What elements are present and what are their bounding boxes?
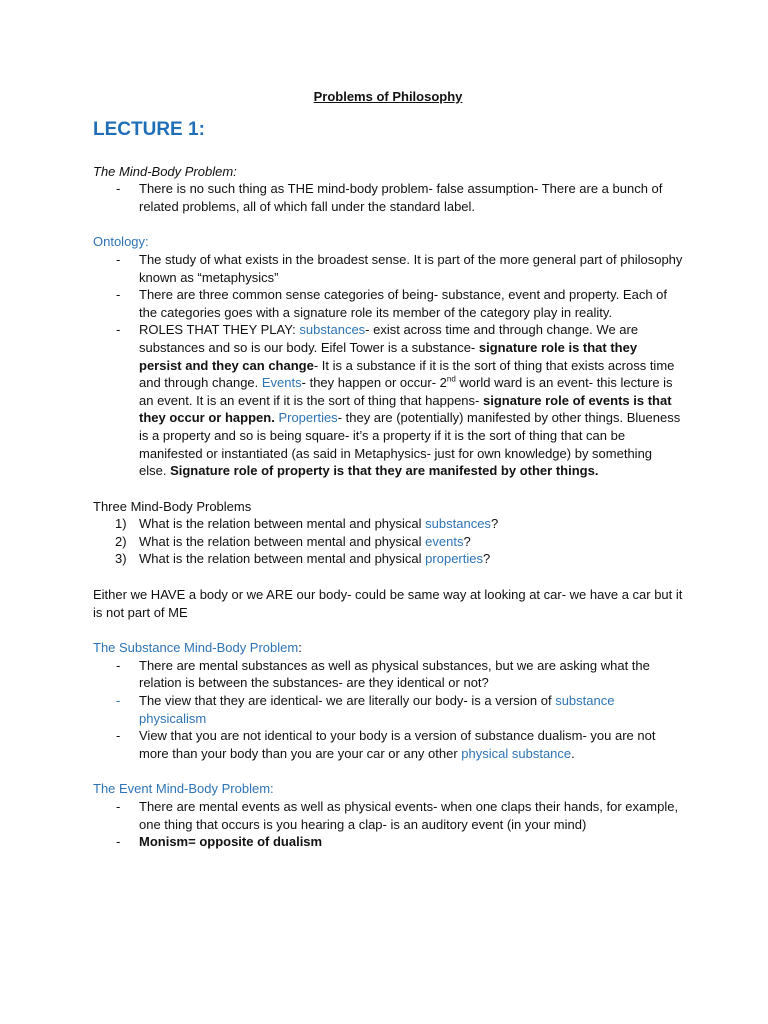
substance-signature: signature role is that they persist and they can change — [139, 339, 638, 373]
list-item: - There is no such thing as THE mind-body problem- false assumption- There are a bunch of related problems, all of which fall under the standard label. — [93, 180, 683, 215]
lecture-heading: LECTURE 1: — [93, 118, 205, 140]
roles-text: ROLES THAT THEY PLAY: — [139, 322, 300, 338]
list-item — [93, 727, 683, 762]
event-signature: signature role of events is that they occur or happen. — [139, 392, 672, 426]
list-item — [93, 533, 683, 551]
document-page — [93, 88, 683, 869]
item-end: ? — [482, 551, 491, 567]
substance-problem-heading — [93, 639, 683, 657]
list-item: - There are three common sense categories of being- substance, event and property. Each of the categories goes with a signature role its member of the category play in reality. — [93, 286, 683, 321]
item-key-term: events — [425, 533, 464, 549]
event-problem-heading: The Event Mind-Body Problem: — [93, 781, 274, 797]
body-paragraph: Either we HAVE a body or we ARE our body- could be same way at looking at car- we have a car but it is not part of ME — [93, 587, 683, 620]
list-item — [93, 833, 683, 851]
three-problems-list — [93, 515, 683, 568]
item-text: What is the relation between mental and physical — [139, 533, 426, 549]
list-number: 3) — [115, 551, 127, 567]
ontology-heading: Ontology: — [93, 234, 149, 250]
properties-term: Properties — [278, 410, 338, 426]
events-term: Events — [261, 375, 302, 391]
substance-problem-list — [93, 657, 683, 763]
event-problem-list — [93, 798, 683, 851]
monism-definition: Monism= opposite of dualism — [139, 834, 323, 850]
roles-text: - exist across time and through change. We are substances and so is our body. Eifel Tower is a substance- — [139, 322, 639, 355]
item-end: . — [571, 745, 575, 761]
item-end: ? — [490, 516, 499, 532]
list-number: 1) — [115, 516, 127, 532]
item-end: ? — [463, 533, 471, 549]
list-number: 2) — [115, 533, 127, 549]
substance-physicalism-term: substance physicalism — [139, 693, 615, 726]
list-item: - The study of what exists in the broadest sense. It is part of the more general part of philosophy known as “metaphysics” — [93, 251, 683, 286]
item-text: View that you are not identical to your body is a version of substance dualism- you are not more than your body than you are your car or any other — [139, 728, 656, 761]
roles-text: - they are (potentially) manifested by other things. Blueness is a property and so is being square- it’s a property if it is the sort of thing that can be manifested or instantiated (as said in Metaphysics- just for own knowledge) by something else. — [139, 410, 681, 479]
list-item: - There are mental events as well as physical events- when one claps their hands, for example, one thing that occurs is you hearing a clap- is an auditory event (in your mind) — [93, 798, 683, 833]
list-item — [93, 515, 683, 533]
roles-text: world ward is an event- this lecture is an event. It is an event if it is the sort of thing that happens- — [139, 375, 673, 408]
heading-text: The Substance Mind-Body Problem — [93, 640, 299, 656]
substances-term: substances — [299, 322, 366, 338]
item-text: What is the relation between mental and physical — [139, 516, 426, 532]
list-item: - There are mental substances as well as physical substances, but we are asking what the relation is between the substances- are they identical or not? — [93, 657, 683, 692]
ontology-list — [93, 251, 683, 480]
roles-text: - they happen or occur- 2 — [301, 375, 447, 391]
three-problems-heading: Three Mind-Body Problems — [93, 498, 252, 514]
list-item — [93, 550, 683, 568]
heading-colon: : — [298, 640, 302, 656]
roles-text: - It is a substance if it is the sort of thing that exists across time and through change. — [139, 357, 675, 391]
mind-body-list — [93, 180, 683, 215]
item-text: The view that they are identical- we are literally our body- is a version of — [139, 693, 556, 709]
ordinal-suffix: nd — [446, 374, 456, 384]
property-signature: Signature role of property is that they are manifested by other things. — [170, 463, 599, 479]
item-text: What is the relation between mental and physical — [139, 551, 426, 567]
list-item — [93, 321, 683, 479]
item-key-term: substances — [425, 516, 491, 532]
list-item — [93, 692, 683, 727]
item-key-term: properties — [425, 551, 483, 567]
mind-body-heading: The Mind-Body Problem: — [93, 163, 237, 179]
document-title: Problems of Philosophy — [313, 89, 463, 104]
physical-substance-term: physical substance — [461, 745, 572, 761]
